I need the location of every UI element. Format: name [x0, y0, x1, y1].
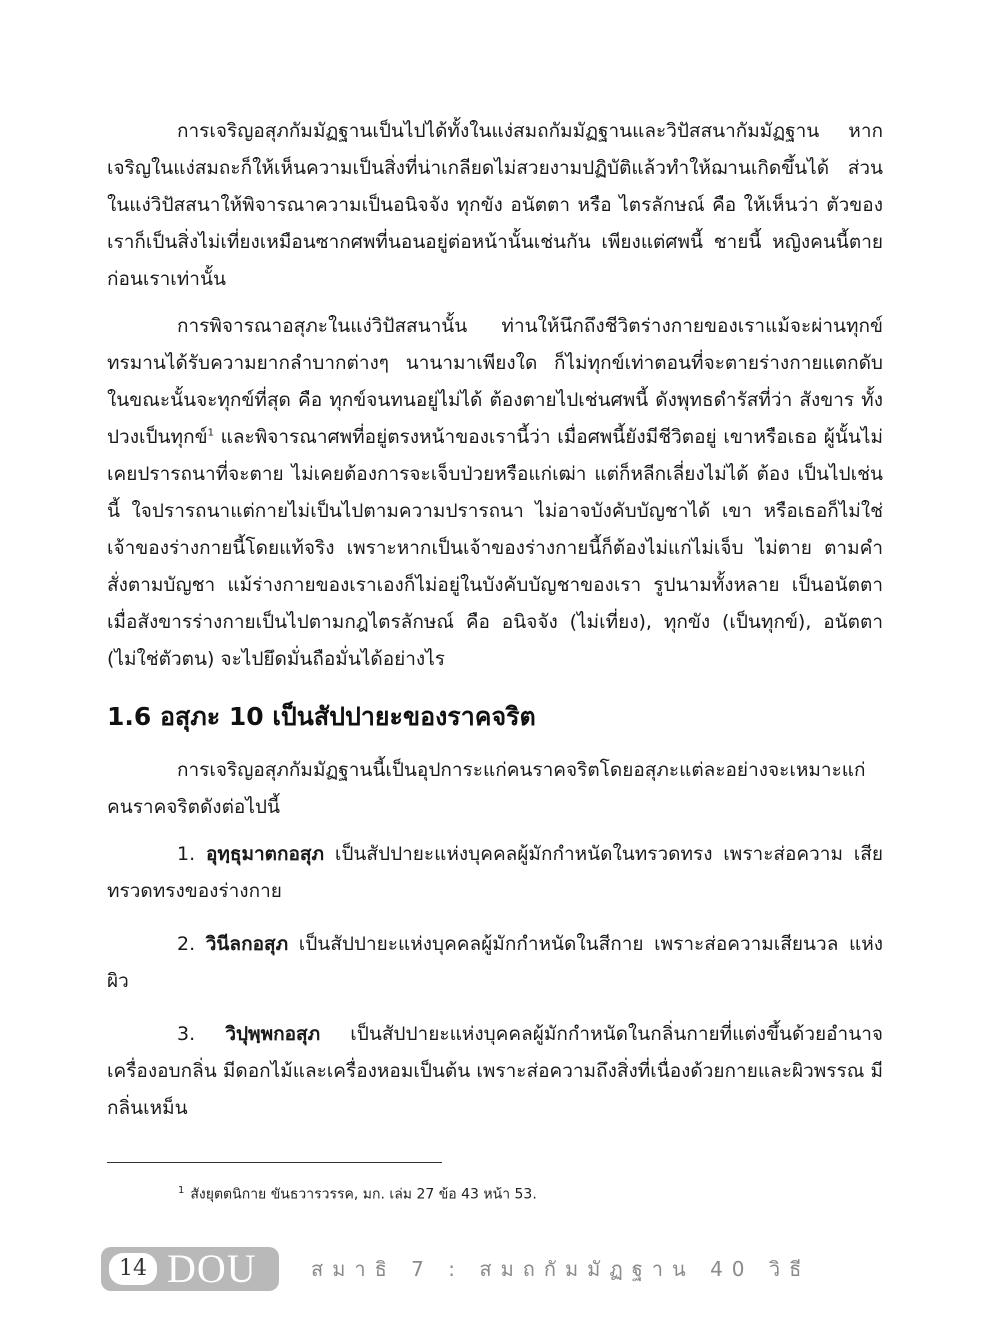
brand-logo: DOU	[167, 1246, 257, 1291]
book-title: สมาธิ 7 : สมถกัมมัฏฐาน 40 วิธี	[311, 1257, 811, 1281]
footnote	[178, 1180, 537, 1206]
footnote-reference[interactable]: 1	[207, 427, 214, 439]
item-text: เป็นสัปปายะแห่งบุคคลผู้มักกำหนัดในกลิ่นกายที่แต่งขึ้นด้วยอำนาจ เครื่องอบกลิ่น มีดอกไม้และเครื่องหอมเป็นต้น เพราะส่อความถึงสิ่งที่เนื่องด้วยกายและผิวพรรณ มีกลิ่นเหม็น	[107, 1023, 884, 1119]
paragraph-vipassana-part1: การพิจารณาอสุภะในแง่วิปัสสนานั้น ท่านให้นึกถึงชีวิตร่างกายของเราแม้จะผ่านทุกข์ ทรมานได้รับความยากลำบากต่างๆ นานามาเพียงใด ก็ไม่ทุกข์เท่าตอนที่จะตายร่างกายแตกดับ ในขณะนั้นจะทุกข์ที่สุด คือ ทุกข์จนทนอยู่ไม่ได้ ต้องตายไปเช่นศพนี้ ดังพุทธดำรัสที่ว่า สังขาร ทั้งปวงเป็นทุกข์	[107, 315, 883, 448]
item-text: เป็นสัปปายะแห่งบุคคลผู้มักกำหนัดในทรวดทรง เพราะส่อความ เสียทรวดทรงของร่างกาย	[107, 843, 884, 902]
list-item	[107, 1016, 883, 1127]
section-intro: การเจริญอสุภกัมมัฏฐานนี้เป็นอุปการะแก่คนราคจริตโดยอสุภะแต่ละอย่างจะเหมาะแก่ คนราคจริตดังต่อไปนี้	[107, 759, 866, 818]
page-badge	[101, 1247, 279, 1291]
item-number: 1.	[177, 843, 196, 865]
paragraph-vipassana-part2: และพิจารณาศพที่อยู่ตรงหน้าของเรานี้ว่า เมื่อศพนี้ยังมีชีวิตอยู่ เขาหรือเธอ ผู้นั้นไม่เคยปรารถนาที่จะตาย ไม่เคยต้องการจะเจ็บป่วยหรือแก่เฒ่า แต่ก็หลีกเลี่ยงไม่ได้ ต้อง เป็นไปเช่นนี้ ใจปรารถนาแต่กายไม่เป็นไปตามความปรารถนา ไม่อาจบังคับบัญชาได้ เขา หรือเธอก็ไม่ใช่เจ้าของร่างกายนี้โดยแท้จริง เพราะหากเป็นเจ้าของร่างกายนี้ก็ต้องไม่แก่ไม่เจ็บ ไม่ตาย ตามคำสั่งตามบัญชา แม้ร่างกายของเราเองก็ไม่อยู่ในบังคับบัญชาของเรา รูปนามทั้งหลาย เป็นอนัตตา เมื่อสังขารร่างกายเป็นไปตามกฎไตรลักษณ์ คือ อนิจจัง (ไม่เที่ยง), ทุกขัง (เป็นทุกข์), อนัตตา (ไม่ใช่ตัวตน) จะไปยึดมั่นถือมั่นได้อย่างไร	[107, 426, 883, 670]
item-term: วิปุพฺพกอสุภ	[225, 1023, 321, 1045]
list-item	[107, 926, 883, 1000]
list-item	[107, 836, 883, 910]
paragraph-intro: การเจริญอสุภกัมมัฏฐานเป็นไปได้ทั้งในแง่สมถกัมมัฏฐานและวิปัสสนากัมมัฏฐาน หากเจริญในแง่สมถะก็ให้เห็นความเป็นสิ่งที่น่าเกลียดไม่สวยงามปฏิบัติแล้วทำให้ฌานเกิดขึ้นได้ ส่วนในแง่วิปัสสนาให้พิจารณาความเป็นอนิจจัง ทุกขัง อนัตตา หรือ ไตรลักษณ์ คือ ให้เห็นว่า ตัวของเราก็เป็นสิ่งไม่เที่ยงเหมือนซากศพที่นอนอยู่ต่อหน้านั้นเช่นกัน เพียงแต่ศพนี้ ชายนี้ หญิงคนนี้ตายก่อนเราเท่านั้น	[107, 120, 883, 290]
footnote-text: สังยุตตนิกาย ขันธวารวรรค, มก. เล่ม 27 ข้อ 43 หน้า 53.	[190, 1186, 537, 1203]
footnote-divider	[107, 1162, 442, 1163]
item-term: อุทฺธุมาตกอสุภ	[205, 843, 325, 865]
item-number: 2.	[177, 933, 196, 955]
item-term: วินีลกอสุภ	[205, 933, 289, 955]
footnote-number: 1	[178, 1185, 185, 1196]
paragraph-vipassana	[107, 308, 883, 678]
page-footer	[101, 1247, 901, 1297]
page-number: 14	[109, 1253, 157, 1285]
item-text: เป็นสัปปายะแห่งบุคคลผู้มักกำหนัดในสีกาย เพราะส่อความเสียนวล แห่งผิว	[107, 933, 883, 992]
body-content	[107, 113, 883, 1143]
section-heading: 1.6 อสุภะ 10 เป็นสัปปายะของราคจริต	[107, 702, 536, 731]
item-number: 3.	[177, 1023, 196, 1045]
